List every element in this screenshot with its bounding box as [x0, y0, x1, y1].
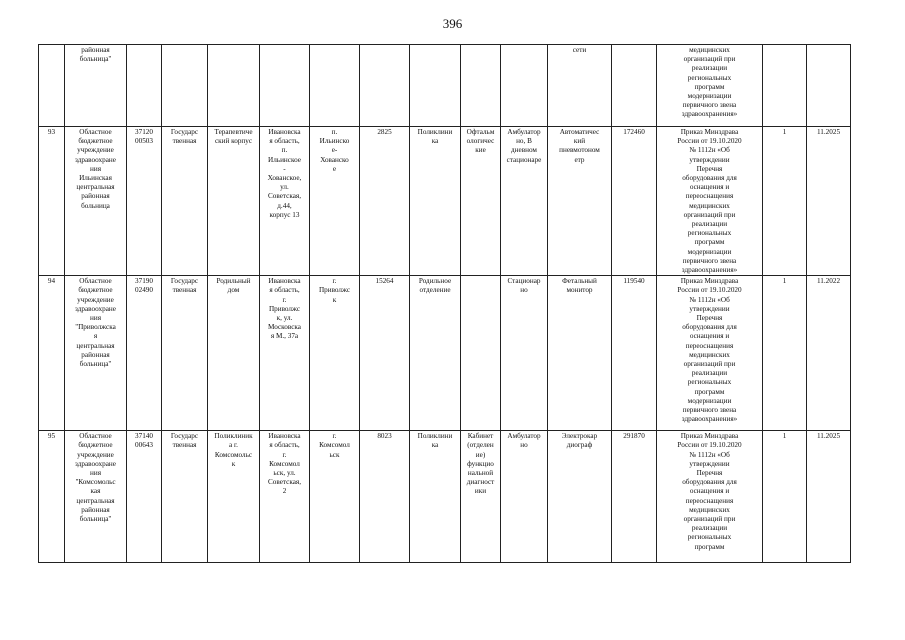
cell-delivery-date: [807, 127, 851, 276]
cell-price: [612, 127, 657, 276]
price-text: 119540: [623, 277, 645, 286]
page-number: 396: [442, 16, 463, 31]
cell-equipment-name: [548, 431, 612, 563]
care-conditions-text: Амбулатор но: [507, 432, 541, 450]
cell-organization-name: [65, 276, 127, 431]
equipment-name-text: Фетальный монитор: [562, 277, 597, 295]
cell-unit-type: [410, 431, 461, 563]
quantity-text: 1: [782, 128, 787, 136]
delivery-date-text: 11.2022: [816, 277, 841, 286]
cell-ownership-form: [162, 431, 208, 563]
population-text: 2825: [377, 128, 392, 136]
cell-row-number: [39, 276, 65, 431]
cell-care-conditions: [501, 127, 548, 276]
cell-subdivision: [208, 45, 260, 127]
cell-delivery-date: [807, 276, 851, 431]
unit-type-text: Поликлини ка: [417, 128, 453, 146]
cell-address: [260, 276, 310, 431]
subdivision-text: Терапевтиче ский корпус: [214, 128, 253, 146]
org-code-text: 37120 00503: [135, 128, 153, 146]
legal-basis-text: Приказ Минздрава России от 19.10.2020 № 1112н «Об утверждении Перечня оборудования для оснащения и переоснащения медицинских организаций при реализации региональных программ модернизации первичного звена здравоохранения»: [677, 277, 742, 424]
organization-name-text: Областное бюджетное учреждение здравоохране ния "Приволжска я центральная районная больница": [75, 277, 116, 369]
cell-org-code: [127, 431, 162, 563]
organization-name-text: Областное бюджетное учреждение здравоохране ния "Комсомольс кая центральная районная больница": [75, 432, 116, 524]
price-text: 291870: [623, 432, 645, 441]
cell-equipment-name: [548, 45, 612, 127]
delivery-date-text: 11.2025: [816, 128, 841, 136]
org-code-text: 37190 02490: [135, 277, 153, 295]
cell-quantity: [763, 431, 807, 563]
cell-unit-type: [410, 276, 461, 431]
cell-legal-basis: [657, 127, 763, 276]
cell-org-code: [127, 45, 162, 127]
equipment-name-text: Электрокар диограф: [561, 432, 598, 450]
row-number-text: 94: [47, 277, 56, 286]
cell-row-number: [39, 431, 65, 563]
table-row: [39, 127, 851, 276]
org-code-text: 37140 00643: [135, 432, 153, 450]
table-row: [39, 45, 851, 127]
locality-text: г. Приволжс к: [318, 277, 351, 304]
cell-legal-basis: [657, 431, 763, 563]
cell-unit-type: [410, 127, 461, 276]
ownership-form-text: Государс твенная: [170, 277, 199, 295]
equipment-name-text: сети: [572, 46, 587, 54]
cell-profile: [461, 45, 501, 127]
cell-price: [612, 276, 657, 431]
cell-price: [612, 431, 657, 563]
organization-name-text: районная больница": [79, 46, 112, 64]
cell-profile: [461, 276, 501, 431]
row-number-text: 95: [47, 432, 56, 441]
cell-equipment-name: [548, 127, 612, 276]
cell-org-code: [127, 127, 162, 276]
cell-locality: [310, 276, 360, 431]
cell-legal-basis: [657, 45, 763, 127]
cell-ownership-form: [162, 276, 208, 431]
profile-text: Офтальм ологичес кие: [466, 128, 495, 155]
locality-text: п. Ильинско е- Хованско е: [319, 128, 350, 173]
cell-profile: [461, 431, 501, 563]
cell-organization-name: [65, 45, 127, 127]
cell-profile: [461, 127, 501, 276]
cell-address: [260, 127, 310, 276]
cell-delivery-date: [807, 45, 851, 127]
cell-delivery-date: [807, 431, 851, 563]
price-text: 172460: [623, 128, 645, 136]
locality-text: г. Комсомол ьск: [319, 432, 350, 459]
cell-subdivision: [208, 276, 260, 431]
equipment-table: [38, 44, 851, 563]
cell-address: [260, 45, 310, 127]
profile-text: Кабинет (отделен ие) функцио нальной диагност ики: [466, 432, 495, 496]
cell-locality: [310, 431, 360, 563]
cell-org-code: [127, 276, 162, 431]
cell-quantity: [763, 127, 807, 276]
cell-row-number: [39, 45, 65, 127]
unit-type-text: Поликлини ка: [417, 432, 453, 450]
legal-basis-text: медицинских организаций при реализации региональных программ модернизации первичного звена здравоохранения»: [681, 46, 738, 119]
organization-name-text: Областное бюджетное учреждение здравоохране ния Ильинская центральная районная больница: [75, 128, 116, 210]
quantity-text: 1: [782, 432, 787, 441]
cell-ownership-form: [162, 127, 208, 276]
subdivision-text: Родильный дом: [216, 277, 251, 295]
legal-basis-text: Приказ Минздрава России от 19.10.2020 № 1112н «Об утверждении Перечня оборудования для оснащения и переоснащения медицинских организаций при реализации региональных программ модернизации первичного звена здравоохранения»: [677, 128, 742, 275]
cell-ownership-form: [162, 45, 208, 127]
cell-care-conditions: [501, 276, 548, 431]
cell-population: [360, 127, 410, 276]
care-conditions-text: Амбулатор но, В дневном стационаре: [506, 128, 542, 164]
cell-subdivision: [208, 127, 260, 276]
care-conditions-text: Стационар но: [507, 277, 541, 295]
cell-price: [612, 45, 657, 127]
population-text: 8023: [377, 432, 392, 441]
cell-subdivision: [208, 431, 260, 563]
cell-care-conditions: [501, 45, 548, 127]
population-text: 15264: [375, 277, 394, 286]
cell-unit-type: [410, 45, 461, 127]
cell-legal-basis: [657, 276, 763, 431]
cell-organization-name: [65, 431, 127, 563]
delivery-date-text: 11.2025: [816, 432, 841, 441]
cell-organization-name: [65, 127, 127, 276]
cell-quantity: [763, 45, 807, 127]
row-number-text: 93: [47, 128, 56, 136]
ownership-form-text: Государс твенная: [170, 128, 199, 146]
subdivision-text: Поликлиник а г. Комсомольс к: [214, 432, 253, 468]
cell-population: [360, 431, 410, 563]
cell-quantity: [763, 276, 807, 431]
cell-care-conditions: [501, 431, 548, 563]
cell-locality: [310, 45, 360, 127]
quantity-text: 1: [782, 277, 787, 286]
legal-basis-text: Приказ Минздрава России от 19.10.2020 № 1112н «Об утверждении Перечня оборудования для оснащения и переоснащения медицинских организаций при реализации региональных программ: [677, 432, 742, 551]
equipment-name-text: Автоматичес кий пневмотоном етр: [559, 128, 600, 164]
address-text: Ивановска я область, г. Комсомол ьск, ул. Советская, 2: [267, 432, 302, 496]
cell-equipment-name: [548, 276, 612, 431]
address-text: Ивановска я область, п. Ильинское - Хованское, ул. Советская, д.44, корпус 13: [267, 128, 302, 219]
cell-address: [260, 431, 310, 563]
unit-type-text: Родильное отделение: [418, 277, 452, 295]
cell-population: [360, 45, 410, 127]
address-text: Ивановска я область, г. Приволжс к, ул. Московска я М., 37а: [267, 277, 301, 341]
ownership-form-text: Государс твенная: [170, 432, 199, 450]
cell-population: [360, 276, 410, 431]
table-row: [39, 276, 851, 431]
table-row: [39, 431, 851, 563]
cell-row-number: [39, 127, 65, 276]
cell-locality: [310, 127, 360, 276]
